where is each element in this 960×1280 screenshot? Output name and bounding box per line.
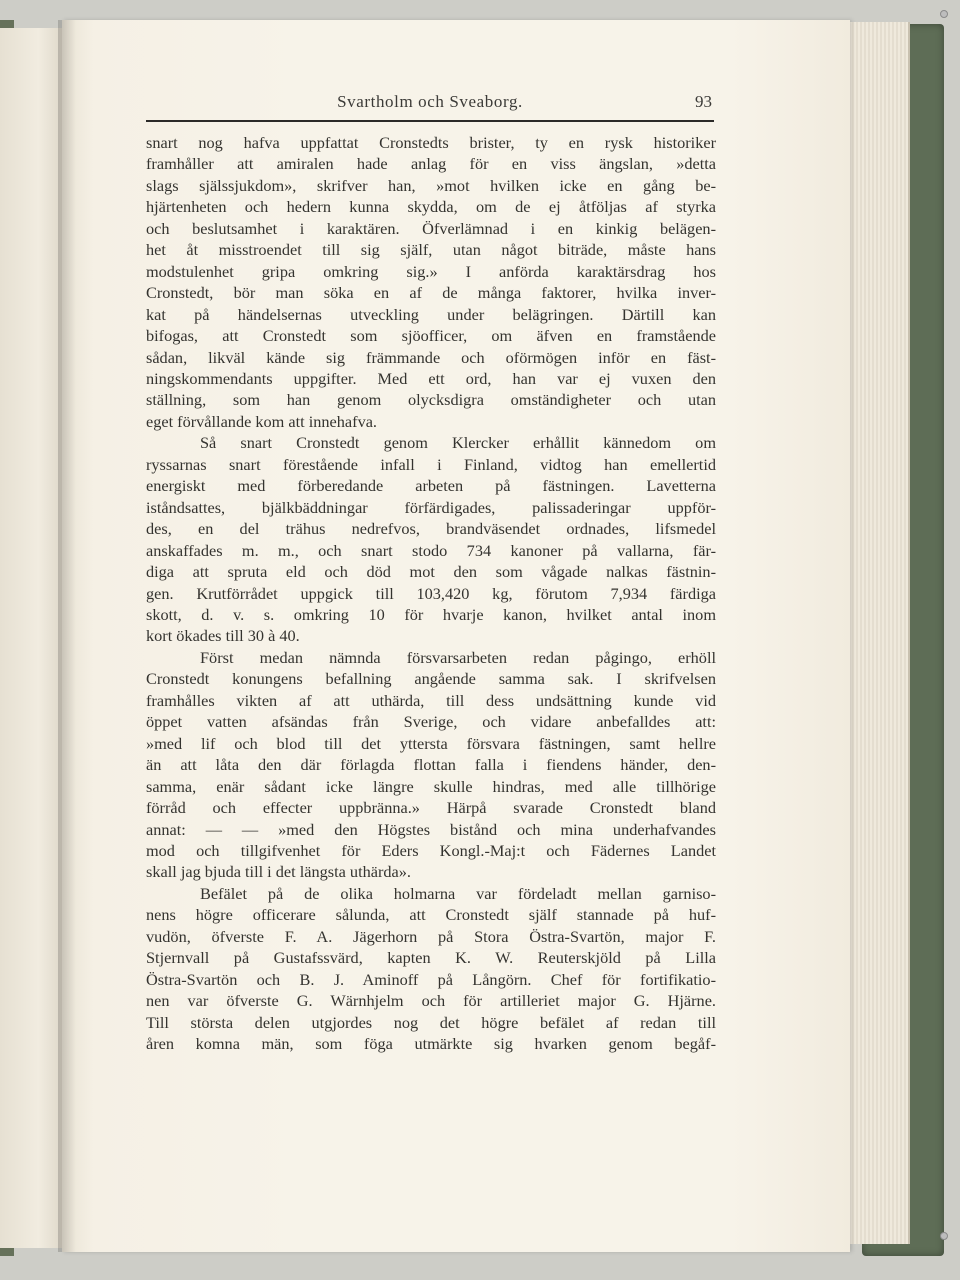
text-line: kort ökades till 30 à 40. [146, 626, 300, 646]
text-line: sådan, likväl kände sig främmande och oförmögen inför en fäst- [146, 347, 716, 367]
text-line: än att låta den där förlagda flottan falla i fiendens händer, den- [146, 755, 716, 775]
text-line: bifogas, att Cronstedt som sjöofficer, om äfven en framstående [146, 326, 716, 346]
text-line: framhålles vikten af att uthärda, till dess undsättning kunde vid [146, 690, 716, 710]
text-line: anskaffades m. m., och snart stodo 734 kanoner på vallarna, fär- [146, 540, 716, 560]
text-line: Så snart Cronstedt genom Klercker erhållit kännedom om [200, 433, 716, 453]
gutter-shadow [58, 20, 76, 1252]
text-line: och beslutsamhet i karaktären. Öfverlämnad i en kinkig belägen- [146, 218, 716, 238]
text-line: diga att spruta eld och död mot den som vågade nalkas fästnin- [146, 562, 716, 582]
text-line: snart nog hafva uppfattat Cronstedts brister, ty en rysk historiker [146, 133, 716, 152]
page-number: 93 [695, 92, 712, 111]
text-line: nens högre officerare sålunda, att Cronstedt själf stannade på huf- [146, 905, 716, 925]
text-line: des, en del trähus nedrefvos, brandväsendet ordnades, lifsmedel [146, 519, 716, 539]
text-line: nen var öfverste G. Wärnhjelm och för artilleriet major G. Hjärne. [146, 991, 716, 1011]
text-line: Östra-Svartön och B. J. Aminoff på Långörn. Chef för fortifikatio- [146, 969, 716, 989]
text-line: modstulenhet gripa omkring sig.» I anförda karaktärsdrag hos [146, 261, 716, 281]
text-line: Befälet på de olika holmarna var fördeladt mellan garniso- [200, 883, 716, 903]
page-header [146, 90, 714, 122]
text-line: iståndsattes, bjälkbäddningar förfärdigades, palissaderingar uppför- [146, 497, 716, 517]
text-line: samma, enär sådant icke längre skulle hindras, med alle tillhörige [146, 776, 716, 796]
text-line: »med lif och blod till det yttersta försvara fästningen, samt hellre [146, 733, 716, 753]
text-line: Till största delen utgjordes nog det högre befälet af redan till [146, 1012, 716, 1032]
corner-pin [940, 10, 948, 18]
text-line: Cronstedt konungens befallning angående samma sak. I skrifvelsen [146, 669, 716, 689]
text-line: mod och tillgifvenhet för Eders Kongl.-Maj:t och Fädernes Landet [146, 840, 716, 860]
corner-pin [940, 1232, 948, 1240]
text-line: ryssarnas snart förestående infall i Finland, vidtog han emellertid [146, 454, 716, 474]
text-line: framhåller att amiralen hade anlag för en viss ängslan, »detta [146, 154, 716, 174]
text-line: skott, d. v. s. omkring 10 för hvarje kanon, hvilket antal inom [146, 604, 716, 624]
text-line: förråd och effecter uppbränna.» Härpå svarade Cronstedt bland [146, 798, 716, 818]
text-line: ningskommendants uppgifter. Med ett ord, han var ej vuxen den [146, 368, 716, 388]
text-line: eget förvållande kom att innehafva. [146, 411, 378, 431]
text-line: kat på händelsernas utveckling under belägringen. Därtill kan [146, 304, 716, 324]
text-line: energiskt med förberedande arbeten på fästningen. Lavetterna [146, 476, 716, 496]
running-title: Svartholm och Sveaborg. [337, 92, 523, 111]
text-line: het åt misstroendet till sig själf, utan något biträde, måste hans [146, 240, 716, 260]
text-line: öppet vatten afsändas från Sverige, och vidare anbefalldes att: [146, 712, 716, 732]
text-line: hjärtenheten och hedern kunna skydda, om de ej åtföljas af styrka [146, 197, 716, 217]
text-line: Först medan nämnda försvarsarbeten redan pågingo, erhöll [200, 647, 716, 667]
text-line: Stjernvall på Gustafssvärd, kapten K. W. Reuterskjöld på Lilla [146, 948, 716, 968]
text-line: åren komna män, som föga utmärkte sig hvarken genom begåf- [146, 1034, 716, 1054]
body-text [146, 132, 716, 1054]
text-line: ställning, som han genom olycksdigra omständigheter och utan [146, 390, 716, 410]
text-line: Cronstedt, bör man söka en af de många faktorer, hvilka inver- [146, 283, 716, 303]
text-line: gen. Krutförrådet uppgick till 103,420 kg, förutom 7,934 färdiga [146, 583, 716, 603]
text-line: annat: — — »med den Högstes bistånd och mina underhafvandes [146, 819, 716, 839]
text-line: skall jag bjuda till i det längsta uthärda». [146, 862, 411, 882]
text-line: slags själssjukdom», skrifver han, »mot hvilken icke en gång be- [146, 175, 716, 195]
text-line: vudön, öfverste F. A. Jägerhorn på Stora Östra-Svartön, major F. [146, 926, 716, 946]
